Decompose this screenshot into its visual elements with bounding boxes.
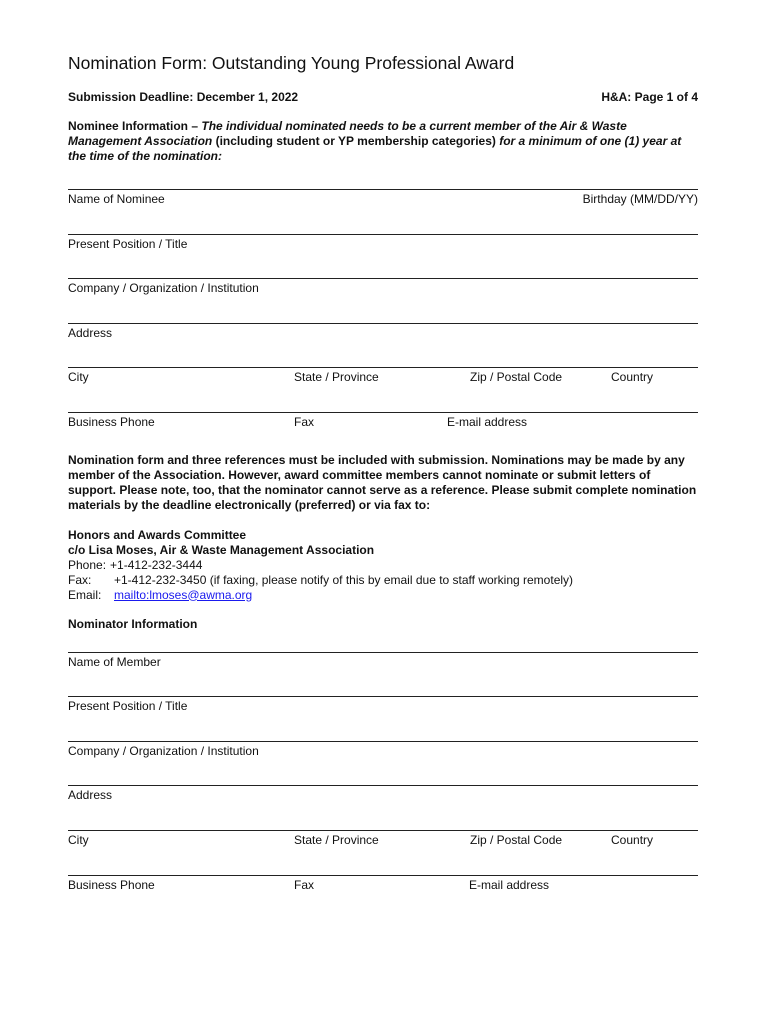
committee-care-of: c/o Lisa Moses, Air & Waste Management Association <box>68 542 375 557</box>
nominator-name-row[interactable] <box>68 652 698 697</box>
nominator-fields <box>68 652 698 920</box>
nominator-country-label: Country <box>611 832 654 847</box>
nominee-zip-label: Zip / Postal Code <box>470 370 563 385</box>
fill-line <box>68 234 698 235</box>
fill-line <box>68 652 698 653</box>
fill-line <box>68 785 698 786</box>
nominee-fax-label: Fax <box>294 414 315 429</box>
phone-label: Phone: <box>68 557 107 572</box>
email-label: Email: <box>68 587 102 602</box>
nominee-email-label: E-mail address <box>447 414 528 429</box>
nominee-company-row[interactable] <box>68 278 698 323</box>
nominee-intro-membership: (including student or YP membership categories) <box>212 134 500 148</box>
nominator-position-row[interactable] <box>68 696 698 741</box>
fill-line <box>68 696 698 697</box>
fill-line <box>68 323 698 324</box>
nominee-phone-label: Business Phone <box>68 414 155 429</box>
page-title: Nomination Form: Outstanding Young Professional Award <box>68 53 515 73</box>
email-link[interactable]: mailto:lmoses@awma.org <box>114 587 253 602</box>
nominee-intro-lead: Nominee Information – <box>68 119 202 133</box>
submission-instructions: Nomination form and three references must be included with submission. Nominations may be made by any member of the Association. However, award committee members cannot nominate or submit letters of support. Please note, too, that the nominator cannot serve as a reference. Please submit complete nomination materials by the deadline electronically (preferred) or via fax to: <box>68 452 697 512</box>
nominee-address-label: Address <box>68 325 113 340</box>
nominator-name-label: Name of Member <box>68 654 161 669</box>
nominee-address-row[interactable] <box>68 323 698 368</box>
fax-value: +1-412-232-3450 (if faxing, please notify of this by email due to staff working remotely) <box>114 572 574 587</box>
nominator-fax-label: Fax <box>294 877 315 892</box>
nominee-name-row[interactable] <box>68 189 698 234</box>
fill-line <box>68 741 698 742</box>
fill-line <box>68 278 698 279</box>
nominee-location-row[interactable] <box>68 367 698 412</box>
nominator-contact-row[interactable] <box>68 875 698 920</box>
nominator-heading: Nominator Information <box>68 616 198 631</box>
nominee-position-row[interactable] <box>68 234 698 279</box>
fill-line <box>68 830 698 831</box>
nominee-state-label: State / Province <box>294 370 379 385</box>
contact-fax-row <box>68 573 698 588</box>
nominee-company-label: Company / Organization / Institution <box>68 281 259 296</box>
fill-line <box>68 412 698 413</box>
nominee-information-intro <box>68 119 698 164</box>
nominator-address-row[interactable] <box>68 785 698 830</box>
committee-contact <box>68 528 698 603</box>
nomination-form-page <box>68 52 698 919</box>
nominator-phone-label: Business Phone <box>68 877 155 892</box>
committee-name: Honors and Awards Committee <box>68 527 247 542</box>
nominee-fields <box>68 189 698 457</box>
nominee-position-label: Present Position / Title <box>68 236 188 251</box>
nominee-birthday-label: Birthday (MM/DD/YY) <box>582 192 698 206</box>
fill-line <box>68 189 698 190</box>
nominee-country-label: Country <box>611 370 654 385</box>
nominee-intro-requirement: The individual nominated needs to be a current member of the Air & Waste Management Association <box>68 119 627 148</box>
fax-label: Fax: <box>68 572 92 587</box>
contact-phone-row <box>68 558 698 573</box>
nominator-location-row[interactable] <box>68 830 698 875</box>
nominee-name-label: Name of Nominee <box>68 192 165 206</box>
submission-deadline: Submission Deadline: December 1, 2022 <box>68 90 299 104</box>
nominee-intro-duration: for a minimum of one (1) year at the time of the nomination: <box>68 134 682 163</box>
contact-email-row <box>68 588 698 603</box>
nominator-zip-label: Zip / Postal Code <box>470 832 563 847</box>
nominator-company-row[interactable] <box>68 741 698 786</box>
nominator-company-label: Company / Organization / Institution <box>68 743 259 758</box>
nominee-contact-row[interactable] <box>68 412 698 457</box>
nominator-email-label: E-mail address <box>469 877 550 892</box>
fill-line <box>68 367 698 368</box>
nominee-city-label: City <box>68 370 89 385</box>
fill-line <box>68 875 698 876</box>
deadline-row <box>68 89 698 105</box>
nominator-state-label: State / Province <box>294 832 379 847</box>
nominator-position-label: Present Position / Title <box>68 699 188 714</box>
nominator-city-label: City <box>68 832 89 847</box>
phone-value: +1-412-232-3444 <box>110 557 203 572</box>
nominator-address-label: Address <box>68 788 113 803</box>
page-reference: H&A: Page 1 of 4 <box>601 90 698 104</box>
